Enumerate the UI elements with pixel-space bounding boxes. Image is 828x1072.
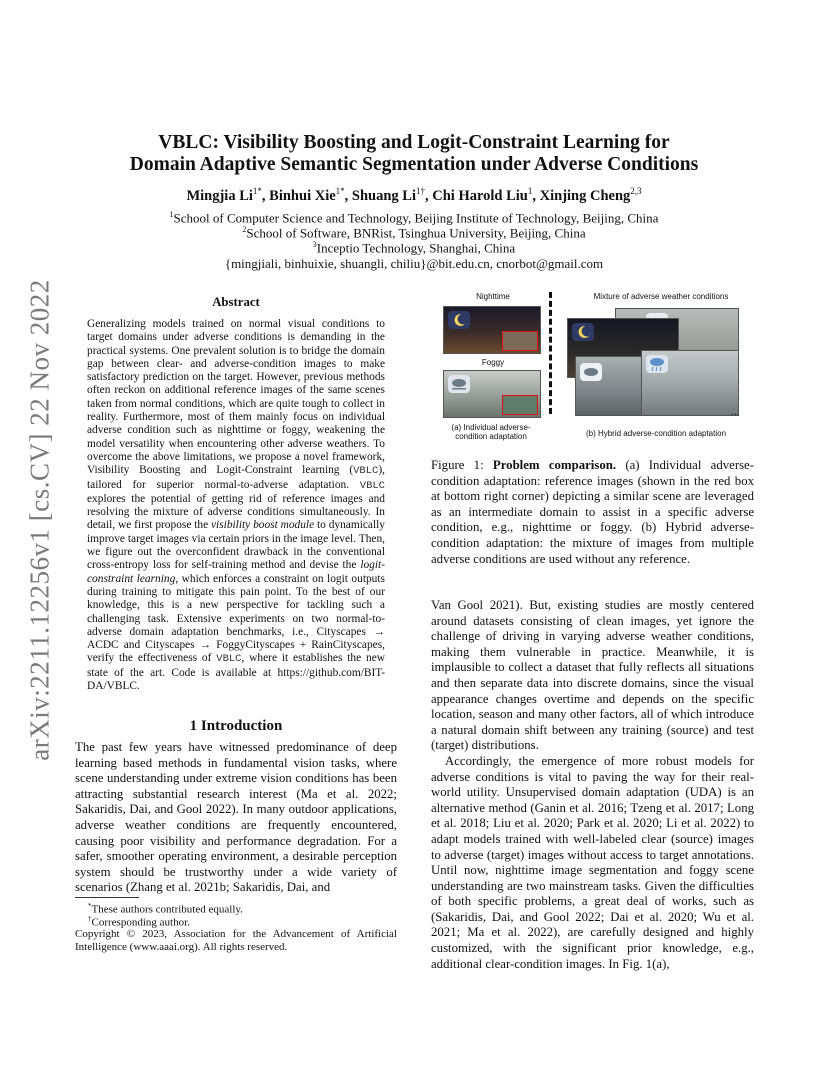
cloud-icon xyxy=(580,363,602,381)
label-nighttime: Nighttime xyxy=(476,292,510,301)
author-name: Mingjia Li xyxy=(186,187,253,204)
affiliation-3: $^3$Inceptio Technology, Shanghai, China xyxy=(312,240,516,256)
author-name: Chi Harold Liu xyxy=(432,187,528,204)
moon-icon xyxy=(572,323,594,341)
author-name: Binhui Xie xyxy=(269,187,336,204)
nighttime-image xyxy=(443,306,541,354)
figure-1-caption: Figure 1: Problem comparison. (a) Individual adverse-condition adaptation: reference images (shown in the red box at bottom right corner) depicting a similar scene are leveraged as an intermediate domain to assist in a specific adverse condition, e.g., nighttime or foggy. (b) Hybrid adverse-condition adaptation: the mixture of images from multiple adverse conditions are used without any reference. xyxy=(431,458,754,566)
author-name: Xinjing Cheng xyxy=(539,187,631,204)
footnote-rule xyxy=(75,897,139,898)
figure-ellipsis: ... xyxy=(730,406,740,418)
introduction-paragraph: The past few years have witnessed predominance of deep learning based methods in fundamental vision tasks, where scene understanding under extreme vision conditions has been attracting substantial research interest (Ma et al. 2022; Sakaridis, Dai, and Gool 2022). In many outdoor applications, adverse weather conditions are frequently encountered, causing poor visibility and performance degradation. For a safer, smoother operating environment, a desirable perception system should be trustworthy under a wide variety of scenarios (Zhang et al. 2021b; Sakaridis, Dai, and xyxy=(75,740,397,895)
reference-image-box xyxy=(502,395,538,415)
mixture-image-front-right xyxy=(641,350,739,416)
subcaption-a: (a) Individual adverse-condition adaptation xyxy=(451,423,531,441)
moon-icon xyxy=(448,311,470,329)
abstract-heading: Abstract xyxy=(212,295,260,309)
author-name: Shuang Li xyxy=(351,187,416,204)
paper-title-line-2: Domain Adaptive Semantic Segmentation under Adverse Conditions xyxy=(129,154,699,175)
author-list: Mingjia $Li^{1*}$, Binhui Xie$^{1*}$, Shuang $Li^{1\dagger}$, Chi Harold Liu$^1$, Xinjing Cheng$^{2,3}$ xyxy=(186,186,642,204)
copyright-notice: Copyright © 2023, Association for the Advancement of Artificial Intelligence (www.aaai.org). All rights reserved. xyxy=(75,928,397,953)
body-paragraph: Van Gool 2021). But, existing studies are mostly centered around datasets consisting of clean images, yet ignore the challenge of driving in varying adverse weather conditions, making them vulnerable in practice. Meanwhile, it is implausible to collect a dataset that fully reflects all situations and then separate data into discrete domains, since the visual appearance changes overtime and depends on the specific location, season and many other factors, all of which introduce a natural domain shift between any training (source) and test (target) distributions. xyxy=(431,598,754,753)
footnote-equal-contribution: *These authors contributed equally. xyxy=(88,902,243,916)
label-foggy: Foggy xyxy=(481,358,505,367)
footnote-corresponding: †Corresponding author. xyxy=(88,915,190,929)
body-paragraph: Accordingly, the emergence of more robust models for adverse conditions is vital to paving the way for their real-world utility. Unsupervised domain adaptation (UDA) is an alternative method (Ganin et al. 2016; Tzeng et al. 2017; Long et al. 2018; Liu et al. 2020; Park et al. 2020; Li et al. 2022) to adapt models trained with well-labeled clear (source) images to adverse (target) images without access to target annotations. Until now, nighttime image segmentation and foggy scene understanding are two mainstream tasks. Given the difficulties of both specific problems, a great deal of works, such as (Sakaridis, Dai, and Gool 2022; Dai et al. 2020; Wu et al. 2021; Ma et al. 2022), are carefully designed and highly customized, with the significant prior knowledge, e.g., additional clear-condition images. In Fig. 1(a), xyxy=(431,753,754,971)
author-affiliation-mark: 2,3 xyxy=(630,186,642,196)
section-heading-introduction: 1 Introduction xyxy=(189,718,283,734)
arxiv-identifier-text: arXiv:2211.12256v1 [cs.CV] 22 Nov 2022 xyxy=(24,279,55,761)
fog-cloud-icon xyxy=(448,375,470,393)
author-emails: {mingjiali, binhuixie, shuangli, chiliu}@bit.edu.cn, cnorbot@gmail.com xyxy=(224,256,604,271)
reference-image-box xyxy=(502,331,538,351)
affiliation-1: $^1$School of Computer Science and Technology, Beijing Institute of Technology, Beijing, China xyxy=(169,210,659,226)
paper-title-line-1: VBLC: Visibility Boosting and Logit-Constraint Learning for xyxy=(158,132,670,153)
author-affiliation-mark: 1* xyxy=(335,186,345,196)
label-mixture: Mixture of adverse weather conditions xyxy=(593,292,729,301)
subcaption-b: (b) Hybrid adverse-condition adaptation xyxy=(585,429,727,438)
figure-1 xyxy=(431,288,754,448)
affiliation-2: $^2$School of Software, BNRist, Tsinghua University, Beijing, China xyxy=(242,225,586,241)
arxiv-identifier xyxy=(20,280,60,760)
foggy-image xyxy=(443,370,541,418)
abstract-body: Generalizing models trained on normal visual conditions to target domains under adverse conditions is demanding in the practical systems. One prevalent solution is to bridge the domain gap between clear- and adverse-condition images to make satisfactory prediction on the target. However, previous methods often reckon on additional reference images of the same scenes taken from normal conditions, which are quite tough to collect in reality. Furthermore, most of them mainly focus on individual adverse condition such as nighttime or foggy, weakening the model versatility when encountering other adverse weathers. To overcome the above limitations, we propose a novel framework, Visibility Boosting and Logit-Constraint learning (VBLC), tailored for superior normal-to-adverse adaptation. VBLC explores the potential of getting rid of reference images and resolving the mixture of adverse conditions simultaneously. In detail, we first propose the visibility boost module to dynamically improve target images via certain priors in the image level. Then, we figure out the overconfident drawback in the conventional cross-entropy loss for self-training method and devise the logit-constraint learning, which enforces a constraint on logit outputs during training to mitigate this pain point. To the best of our knowledge, this is a new perspective for tackling such a challenging task. Extensive experiments on two normal-to-adverse domain adaptation benchmarks, i.e., Cityscapes → ACDC and Cityscapes → FoggyCityscapes + RainCityscapes, verify the effectiveness of VBLC, where it establishes the new state of the art. Code is available at https://github.com/BIT-DA/VBLC. xyxy=(87,318,385,693)
right-column-text xyxy=(431,598,754,972)
author-affiliation-mark: 1* xyxy=(252,186,262,196)
author-affiliation-mark: 1 xyxy=(527,186,533,196)
author-affiliation-mark: 1† xyxy=(416,186,425,196)
figure-divider xyxy=(549,292,552,414)
rain-cloud-icon xyxy=(646,355,668,373)
